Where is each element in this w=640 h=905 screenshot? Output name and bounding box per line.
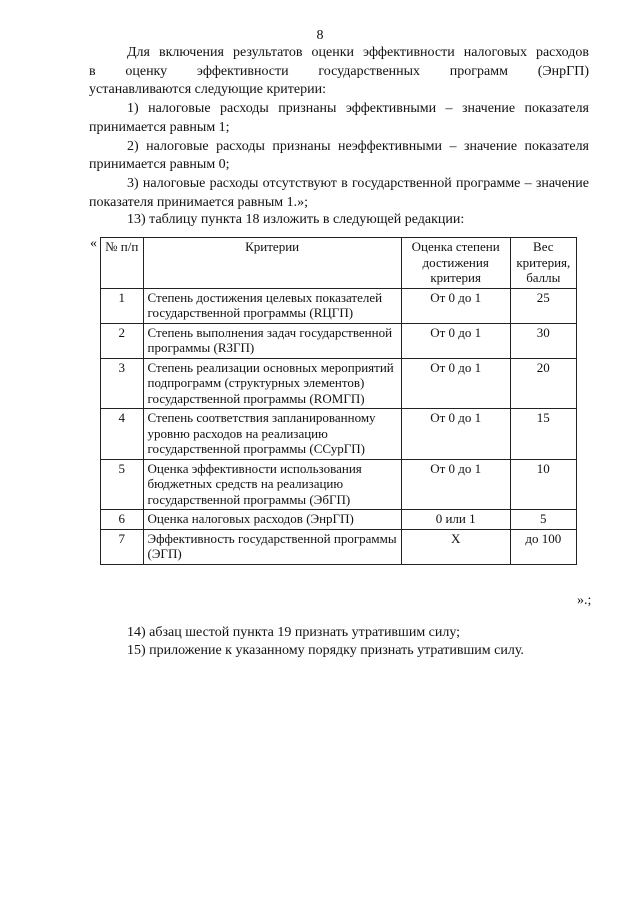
table-row [101, 358, 577, 409]
row-num: 6 [101, 510, 144, 530]
row-num: 2 [101, 323, 144, 358]
header-criteria: Критерии [143, 238, 401, 289]
header-weight: Вес критерия, баллы [510, 238, 576, 289]
row-num: 5 [101, 459, 144, 510]
row-score: От 0 до 1 [401, 288, 510, 323]
row-criteria: Оценка эффективности использования бюджетных средств на реализацию государственной программы (ЭбГП) [143, 459, 401, 510]
intro-text [89, 44, 589, 212]
row-num: 1 [101, 288, 144, 323]
row-weight: 10 [510, 459, 576, 510]
table-row [101, 529, 577, 564]
row-criteria: Степень соответствия запланированному уровню расходов на реализацию государственной программы (ССурГП) [143, 409, 401, 460]
item-13-text: 13) таблицу пункта 18 изложить в следующей редакции: [127, 212, 465, 227]
row-score: От 0 до 1 [401, 409, 510, 460]
row-weight: 25 [510, 288, 576, 323]
table-header-row [101, 238, 577, 289]
criterion-3: 3) налоговые расходы отсутствуют в государственной программе – значение показателя принимается равным 1.»; [89, 175, 589, 210]
criterion-2: 2) налоговые расходы признаны неэффективными – значение показателя принимается равным 0; [89, 138, 589, 173]
row-num: 7 [101, 529, 144, 564]
row-num: 4 [101, 409, 144, 460]
row-weight: 30 [510, 323, 576, 358]
row-weight: 15 [510, 409, 576, 460]
table-row [101, 288, 577, 323]
row-score: Х [401, 529, 510, 564]
row-num: 3 [101, 358, 144, 409]
item-15-text: 15) приложение к указанному порядку признать утратившим силу. [127, 643, 524, 658]
row-criteria: Степень достижения целевых показателей государственной программы (RЦГП) [143, 288, 401, 323]
row-score: От 0 до 1 [401, 323, 510, 358]
intro-line-2: в оценку эффективности государственных программ (ЭнрГП) [89, 63, 589, 79]
intro-line-3: устанавливаются следующие критерии: [89, 82, 326, 98]
row-score: От 0 до 1 [401, 358, 510, 409]
row-criteria: Степень реализации основных мероприятий подпрограмм (структурных элементов) государственной программы (RОМГП) [143, 358, 401, 409]
row-criteria: Эффективность государственной программы (ЭГП) [143, 529, 401, 564]
header-num: № п/п [101, 238, 144, 289]
row-weight: 20 [510, 358, 576, 409]
row-weight: до 100 [510, 529, 576, 564]
table-row [101, 459, 577, 510]
row-criteria: Степень выполнения задач государственной программы (RЗГП) [143, 323, 401, 358]
row-criteria: Оценка налоговых расходов (ЭнрГП) [143, 510, 401, 530]
item-14-text: 14) абзац шестой пункта 19 признать утратившим силу; [127, 625, 461, 640]
item-15 [89, 642, 599, 661]
quote-close: ».; [577, 593, 592, 608]
criteria-table [100, 237, 577, 565]
header-score: Оценка степени достижения критерия [401, 238, 510, 289]
table-row [101, 323, 577, 358]
row-score: 0 или 1 [401, 510, 510, 530]
row-weight: 5 [510, 510, 576, 530]
quote-open: « [90, 236, 97, 251]
item-14 [89, 624, 599, 643]
row-score: От 0 до 1 [401, 459, 510, 510]
intro-line-1: Для включения результатов оценки эффективности налоговых расходов [127, 45, 589, 60]
criterion-1: 1) налоговые расходы признаны эффективными – значение показателя принимается равным 1; [89, 101, 589, 135]
page-number: 8 [316, 28, 324, 43]
table-row [101, 510, 577, 530]
table-row [101, 409, 577, 460]
